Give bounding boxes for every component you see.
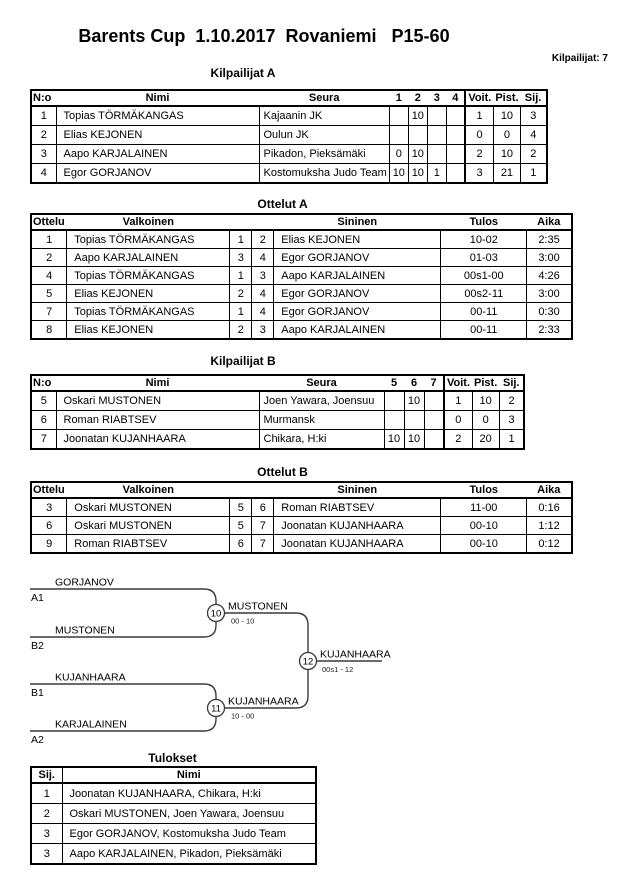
results-title: Tulokset	[148, 751, 197, 765]
time-cell: 0:30	[527, 303, 572, 321]
points-cell: 21	[493, 164, 520, 184]
table-row	[31, 411, 524, 430]
header-row	[31, 90, 547, 106]
blue-cell: Elias KEJONEN	[274, 230, 441, 249]
blue-cell: Egor GORJANOV	[274, 303, 441, 321]
wins-cell: 0	[465, 126, 493, 145]
name-cell: Aapo KARJALAINEN	[56, 145, 259, 164]
white-no-cell: 1	[230, 230, 252, 249]
round-cell	[408, 126, 427, 145]
round-cell: 10	[404, 391, 424, 411]
table-row	[31, 267, 572, 285]
white-cell: Topias TÖRMÄKANGAS	[67, 230, 230, 249]
col-club: Seura	[259, 375, 384, 391]
col-place: Sij.	[499, 375, 524, 391]
white-no-cell: 5	[230, 498, 252, 517]
blue-no-cell: 3	[252, 321, 274, 340]
pool-b-title: Kilpailijat B	[210, 354, 276, 368]
col-result: Tulos	[441, 214, 527, 230]
place-cell: 3	[31, 844, 62, 865]
col-blue-no	[252, 214, 274, 230]
wins-cell: 0	[444, 411, 472, 430]
no-cell: 2	[31, 126, 56, 145]
header-row	[31, 214, 572, 230]
col-no: N:o	[31, 90, 56, 106]
club-cell: Murmansk	[259, 411, 384, 430]
table-row	[31, 145, 547, 164]
wins-cell: 1	[465, 106, 493, 126]
round-cell: 1	[427, 164, 446, 184]
blue-no-cell: 4	[252, 285, 274, 303]
round-cell	[446, 126, 465, 145]
table-row	[31, 430, 524, 450]
col-match: Ottelu	[33, 484, 65, 496]
match-12-number: 12	[302, 656, 314, 668]
blue-no-cell: 4	[252, 249, 274, 267]
white-no-cell: 1	[230, 303, 252, 321]
name-cell: Oskari MUSTONEN, Joen Yawara, Joensuu	[62, 804, 316, 824]
round-cell	[404, 411, 424, 430]
blue-no-cell: 7	[252, 535, 274, 554]
bracket-score: 00s1 - 12	[322, 665, 354, 674]
bracket-player-name: GORJANOV	[55, 576, 114, 589]
club-cell: Kostomuksha Judo Team	[259, 164, 389, 184]
bracket-line-b1	[30, 684, 216, 700]
round-cell: 10	[408, 145, 427, 164]
col-name: Nimi	[56, 90, 259, 106]
round-cell	[424, 430, 444, 450]
no-cell: 5	[31, 391, 56, 411]
results-table	[30, 766, 317, 865]
white-cell: Elias KEJONEN	[67, 321, 230, 340]
pool-a-table-wrap	[30, 89, 548, 184]
table-row	[31, 783, 316, 804]
no-cell: 4	[31, 164, 56, 184]
round-cell: 10	[404, 430, 424, 450]
match-no-cell: 5	[31, 285, 67, 303]
bracket-player-name: KARJALAINEN	[55, 718, 127, 731]
white-no-cell: 3	[230, 249, 252, 267]
result-cell: 10-02	[441, 230, 527, 249]
table-row	[31, 321, 572, 340]
points-cell: 10	[493, 106, 520, 126]
points-cell: 20	[472, 430, 499, 450]
header-row	[31, 375, 524, 391]
points-cell: 0	[472, 411, 499, 430]
no-cell: 7	[31, 430, 56, 450]
bracket-line-a1	[30, 589, 216, 605]
col-place: Sij.	[31, 767, 62, 783]
name-cell: Elias KEJONEN	[56, 126, 259, 145]
blue-cell: Egor GORJANOV	[274, 249, 441, 267]
col-time: Aika	[527, 214, 572, 230]
name-cell: Topias TÖRMÄKANGAS	[56, 106, 259, 126]
bracket-seed-label: A1	[31, 592, 44, 604]
bracket-score: 10 - 00	[231, 711, 255, 721]
table-row	[31, 164, 547, 184]
white-no-cell: 2	[230, 285, 252, 303]
table-row	[31, 498, 572, 517]
blue-no-cell: 2	[252, 230, 274, 249]
col-white: Valkoinen	[67, 214, 230, 230]
white-no-cell: 1	[230, 267, 252, 285]
bracket-seed-label: B2	[31, 640, 44, 652]
round-cell	[389, 126, 408, 145]
round-cell	[446, 145, 465, 164]
result-cell: 00-10	[441, 535, 527, 554]
col-round-6: 6	[404, 375, 424, 391]
time-cell: 1:12	[527, 517, 572, 535]
match-no-cell: 1	[31, 230, 67, 249]
col-round-1: 1	[389, 90, 408, 106]
place-cell: 3	[499, 411, 524, 430]
col-blue: Sininen	[274, 214, 441, 230]
place-cell: 3	[521, 106, 547, 126]
matches-b-table-wrap	[30, 481, 573, 554]
white-cell: Roman RIABTSEV	[67, 535, 230, 554]
place-cell: 1	[499, 430, 524, 450]
bracket-seed-label: B1	[31, 687, 44, 699]
place-cell: 1	[521, 164, 547, 184]
round-cell	[424, 391, 444, 411]
table-row	[31, 303, 572, 321]
bracket-winner-name: KUJANHAARA	[228, 695, 299, 708]
col-white-no	[230, 482, 252, 498]
match-no-cell: 7	[31, 303, 67, 321]
col-round-2: 2	[408, 90, 427, 106]
club-cell: Kajaanin JK	[259, 106, 389, 126]
col-white-no	[230, 214, 252, 230]
result-cell: 00-11	[441, 303, 527, 321]
matches-a-table-wrap	[30, 213, 573, 340]
result-cell: 00-10	[441, 517, 527, 535]
place-cell: 2	[31, 804, 62, 824]
col-wins: Voit.	[444, 375, 472, 391]
match-no-cell: 9	[31, 535, 67, 554]
club-cell: Joen Yawara, Joensuu	[259, 391, 384, 411]
blue-cell: Egor GORJANOV	[274, 285, 441, 303]
name-cell: Joonatan KUJANHAARA, Chikara, H:ki	[62, 783, 316, 804]
table-row	[31, 391, 524, 411]
col-club: Seura	[259, 90, 389, 106]
match-no-cell: 2	[31, 249, 67, 267]
table-row	[31, 106, 547, 126]
col-blue: Sininen	[274, 482, 441, 498]
name-cell: Joonatan KUJANHAARA	[56, 430, 259, 450]
white-no-cell: 5	[230, 517, 252, 535]
wins-cell: 2	[465, 145, 493, 164]
match-11-number: 11	[211, 703, 221, 715]
col-points: Pist.	[474, 377, 498, 389]
time-cell: 0:12	[527, 535, 572, 554]
round-cell	[446, 106, 465, 126]
result-cell: 11-00	[441, 498, 527, 517]
result-cell: 00s2-11	[441, 285, 527, 303]
place-cell: 3	[31, 824, 62, 844]
result-cell: 01-03	[441, 249, 527, 267]
bracket-final-winner-name: KUJANHAARA	[320, 648, 391, 661]
time-cell: 2:33	[527, 321, 572, 340]
results-table-wrap	[30, 766, 317, 865]
header-row	[31, 482, 572, 498]
round-cell	[427, 106, 446, 126]
bracket-player-name: KUJANHAARA	[55, 671, 126, 684]
result-cell: 00-11	[441, 321, 527, 340]
col-time: Aika	[527, 482, 572, 498]
table-row	[31, 517, 572, 535]
white-cell: Oskari MUSTONEN	[67, 517, 230, 535]
result-cell: 00s1-00	[441, 267, 527, 285]
name-cell: Roman RIABTSEV	[56, 411, 259, 430]
match-no-cell: 8	[31, 321, 67, 340]
no-cell: 6	[31, 411, 56, 430]
place-cell: 1	[31, 783, 62, 804]
round-cell	[424, 411, 444, 430]
wins-cell: 2	[444, 430, 472, 450]
matches-b-table	[30, 481, 573, 554]
club-cell: Chikara, H:ki	[259, 430, 384, 450]
pool-a-table	[30, 89, 548, 184]
place-cell: 2	[499, 391, 524, 411]
table-row	[31, 844, 316, 865]
bracket-player-name: MUSTONEN	[55, 624, 115, 637]
match-10-number: 10	[210, 608, 222, 620]
table-row	[31, 285, 572, 303]
white-cell: Aapo KARJALAINEN	[67, 249, 230, 267]
round-cell	[446, 164, 465, 184]
club-cell: Pikadon, Pieksämäki	[259, 145, 389, 164]
col-round-5: 5	[384, 375, 404, 391]
round-cell	[427, 145, 446, 164]
table-row	[31, 249, 572, 267]
blue-no-cell: 3	[252, 267, 274, 285]
matches-a-table	[30, 213, 573, 340]
points-cell: 10	[493, 145, 520, 164]
name-cell: Egor GORJANOV, Kostomuksha Judo Team	[62, 824, 316, 844]
no-cell: 3	[31, 145, 56, 164]
col-name: Nimi	[62, 767, 316, 783]
time-cell: 3:00	[527, 249, 572, 267]
blue-cell: Aapo KARJALAINEN	[274, 267, 441, 285]
matches-a-title: Ottelut A	[257, 197, 308, 211]
white-no-cell: 6	[230, 535, 252, 554]
col-round-4: 4	[446, 90, 465, 106]
wins-cell: 1	[444, 391, 472, 411]
blue-cell: Aapo KARJALAINEN	[274, 321, 441, 340]
col-white: Valkoinen	[67, 482, 230, 498]
col-no: N:o	[31, 375, 56, 391]
place-cell: 4	[521, 126, 547, 145]
round-cell: 10	[389, 164, 408, 184]
club-cell: Oulun JK	[259, 126, 389, 145]
white-cell: Topias TÖRMÄKANGAS	[67, 303, 230, 321]
col-blue-no	[252, 482, 274, 498]
match-no-cell: 6	[31, 517, 67, 535]
table-row	[31, 804, 316, 824]
round-cell: 10	[408, 106, 427, 126]
round-cell	[427, 126, 446, 145]
round-cell	[384, 411, 404, 430]
page-title: Barents Cup 1.10.2017 Rovaniemi P15-60	[78, 26, 450, 46]
blue-cell: Roman RIABTSEV	[274, 498, 441, 517]
pool-a-title: Kilpailijat A	[210, 66, 276, 80]
round-cell: 0	[389, 145, 408, 164]
match-no-cell: 4	[31, 267, 67, 285]
competitors-count: Kilpailijat: 7	[551, 53, 608, 64]
col-name: Nimi	[56, 375, 259, 391]
col-match: Ottelu	[33, 216, 65, 228]
bracket-score: 00 - 10	[231, 616, 255, 626]
white-no-cell: 2	[230, 321, 252, 340]
white-cell: Topias TÖRMÄKANGAS	[67, 267, 230, 285]
time-cell: 2:35	[527, 230, 572, 249]
name-cell: Aapo KARJALAINEN, Pikadon, Pieksämäki	[62, 844, 316, 865]
time-cell: 0:16	[527, 498, 572, 517]
points-cell: 10	[472, 391, 499, 411]
pool-b-table-wrap	[30, 374, 525, 450]
wins-cell: 3	[465, 164, 493, 184]
col-round-3: 3	[427, 90, 446, 106]
white-cell: Oskari MUSTONEN	[67, 498, 230, 517]
pool-b-table	[30, 374, 525, 450]
blue-cell: Joonatan KUJANHAARA	[274, 535, 441, 554]
table-row	[31, 126, 547, 145]
matches-b-title: Ottelut B	[257, 465, 308, 479]
blue-cell: Joonatan KUJANHAARA	[274, 517, 441, 535]
blue-no-cell: 4	[252, 303, 274, 321]
col-place: Sij.	[521, 90, 547, 106]
blue-no-cell: 6	[252, 498, 274, 517]
header-row	[31, 767, 316, 783]
table-row	[31, 230, 572, 249]
bracket-winner-name: MUSTONEN	[228, 600, 288, 613]
points-cell: 0	[493, 126, 520, 145]
time-cell: 4:26	[527, 267, 572, 285]
white-cell: Elias KEJONEN	[67, 285, 230, 303]
table-row	[31, 824, 316, 844]
col-round-7: 7	[424, 375, 444, 391]
round-cell	[384, 391, 404, 411]
blue-no-cell: 7	[252, 517, 274, 535]
round-cell	[389, 106, 408, 126]
name-cell: Oskari MUSTONEN	[56, 391, 259, 411]
round-cell: 10	[408, 164, 427, 184]
table-row	[31, 535, 572, 554]
col-points: Pist.	[495, 92, 519, 104]
place-cell: 2	[521, 145, 547, 164]
bracket-seed-label: A2	[31, 734, 44, 746]
time-cell: 3:00	[527, 285, 572, 303]
elimination-bracket	[0, 565, 450, 755]
no-cell: 1	[31, 106, 56, 126]
col-wins: Voit.	[465, 90, 493, 106]
name-cell: Egor GORJANOV	[56, 164, 259, 184]
match-no-cell: 3	[31, 498, 67, 517]
col-result: Tulos	[441, 482, 527, 498]
round-cell: 10	[384, 430, 404, 450]
